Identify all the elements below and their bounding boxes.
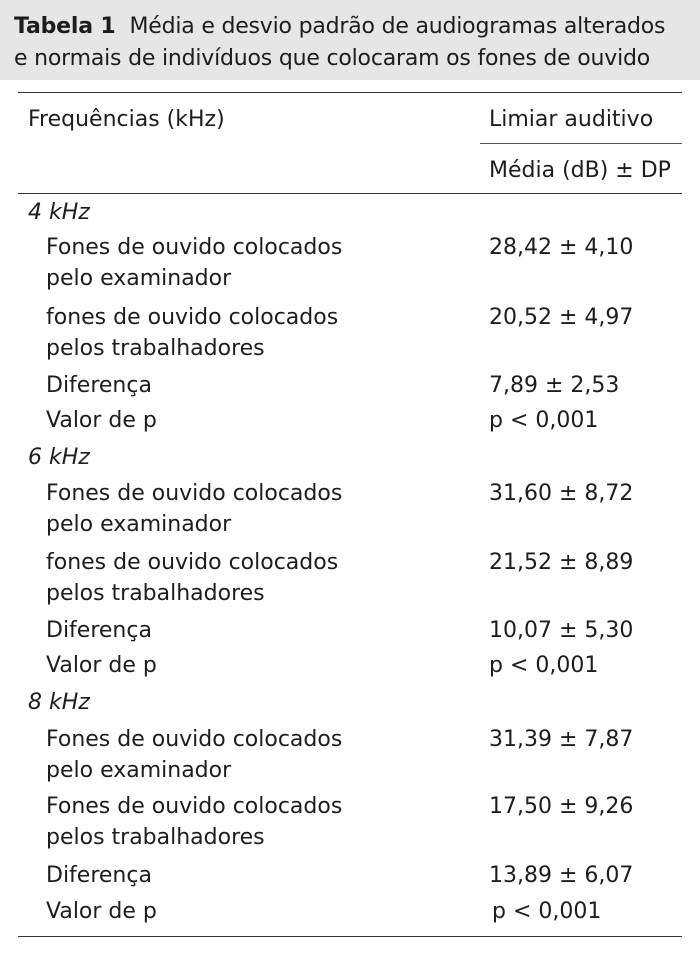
row-value: 13,89 ± 6,07	[489, 863, 634, 888]
row-label-line: Diferença	[46, 863, 152, 888]
row-label-line: Valor de p	[46, 899, 157, 924]
header-rule	[18, 193, 682, 194]
table-number: Tabela 1	[14, 14, 116, 39]
row-label-line: fones de ouvido colocados	[46, 550, 339, 575]
group-title: 6 kHz	[28, 445, 90, 470]
header-frequency: Frequências (kHz)	[28, 107, 225, 132]
row-label-line: Fones de ouvido colocados	[46, 794, 343, 819]
row-label-line: Diferença	[46, 373, 152, 398]
row-value: 21,52 ± 8,89	[489, 550, 634, 575]
row-value: p < 0,001	[492, 899, 602, 924]
row-value: 28,42 ± 4,10	[489, 235, 634, 260]
row-label-line: fones de ouvido colocados	[46, 305, 339, 330]
group-title: 8 kHz	[28, 690, 90, 715]
bottom-rule	[18, 936, 682, 937]
row-value: 31,39 ± 7,87	[489, 727, 634, 752]
row-label-line: Diferença	[46, 618, 152, 643]
row-value: 7,89 ± 2,53	[489, 373, 620, 398]
row-label-line: Fones de ouvido colocados	[46, 481, 343, 506]
row-label-line: pelo examinador	[46, 512, 232, 537]
row-value: 17,50 ± 9,26	[489, 794, 634, 819]
row-label-line: pelo examinador	[46, 266, 232, 291]
row-value: 20,52 ± 4,97	[489, 305, 634, 330]
caption-line-2: e normais de indivíduos que colocaram os fones de ouvido	[14, 46, 651, 71]
header-threshold: Limiar auditivo	[489, 107, 654, 132]
header-sub-rule	[480, 143, 682, 144]
table-caption	[14, 11, 690, 75]
row-label-line: pelo examinador	[46, 758, 232, 783]
row-label-line: Valor de p	[46, 408, 157, 433]
row-label-line: pelos trabalhadores	[46, 825, 265, 850]
row-value: 10,07 ± 5,30	[489, 618, 634, 643]
top-rule	[18, 92, 682, 93]
row-value: p < 0,001	[489, 408, 599, 433]
row-value: p < 0,001	[489, 653, 599, 678]
row-label-line: pelos trabalhadores	[46, 336, 265, 361]
group-title: 4 kHz	[28, 200, 90, 225]
row-label-line: Valor de p	[46, 653, 157, 678]
row-label-line: pelos trabalhadores	[46, 581, 265, 606]
row-value: 31,60 ± 8,72	[489, 481, 634, 506]
header-mean-sd: Média (dB) ± DP	[489, 158, 671, 183]
caption-line-1: Média e desvio padrão de audiogramas alterados	[129, 14, 666, 39]
row-label-line: Fones de ouvido colocados	[46, 727, 343, 752]
row-label-line: Fones de ouvido colocados	[46, 235, 343, 260]
